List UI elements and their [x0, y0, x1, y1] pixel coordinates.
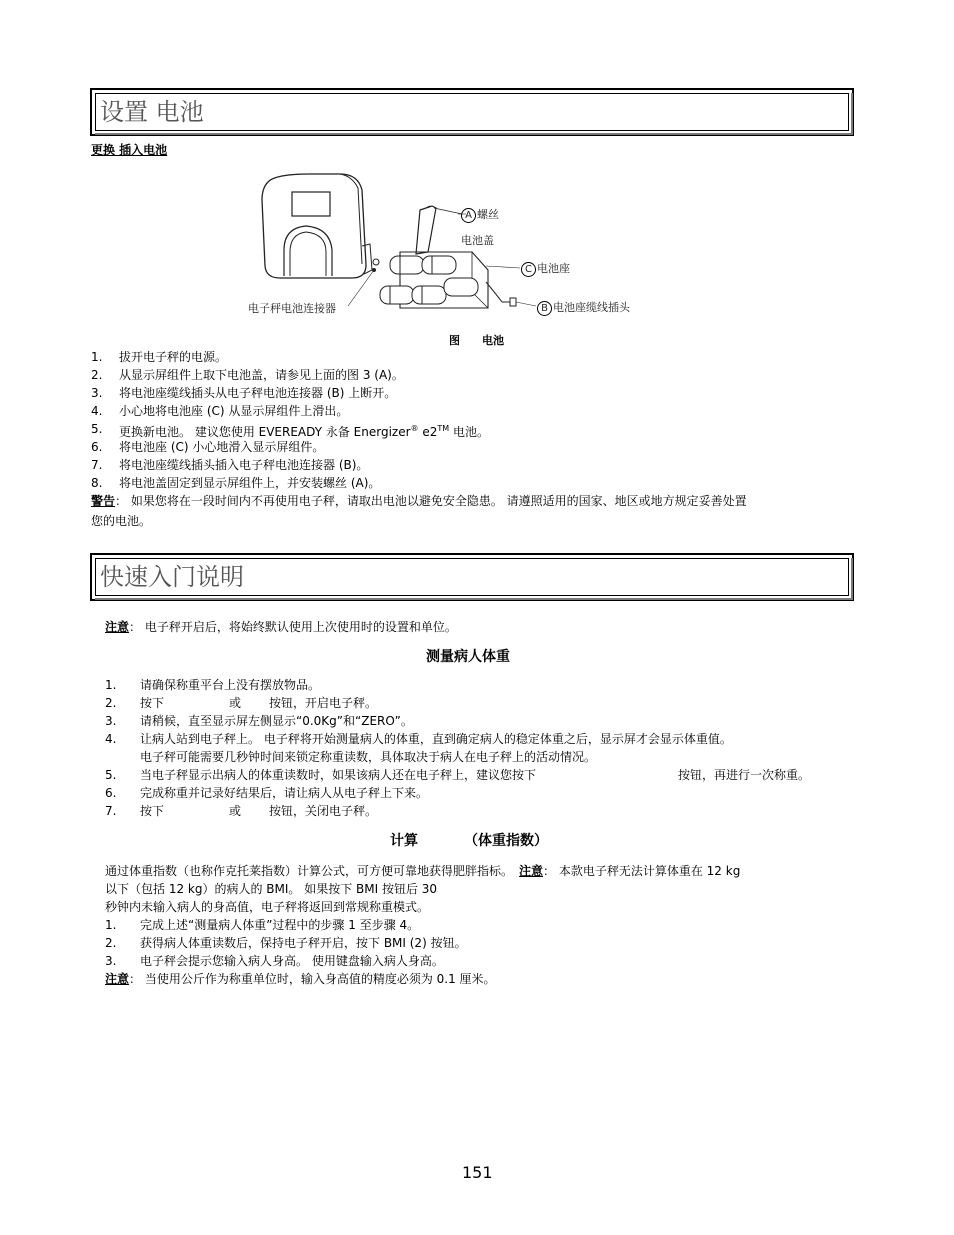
list-item: 5. 当电子秤显示出病人的体重读数时，如果该病人还在电子秤上，建议您按下 按钮，再进行一次称重。: [105, 768, 811, 782]
warning-paragraph: 警告： 如果您将在一段时间内不再使用电子秤，请取出电池以避免安全隐患。 请遵照适用的国家、地区或地方规定妥善处置: [91, 494, 747, 508]
list-item: 2. 按下 或 按钮，开启电子秤。: [105, 696, 378, 710]
label-b-marker: B: [537, 301, 552, 316]
list-item: 1. 拔开电子秤的电源。: [91, 350, 228, 364]
note-paragraph: 注意： 电子秤开启后，将始终默认使用上次使用时的设置和单位。: [105, 620, 457, 634]
page-number: 151: [462, 1163, 493, 1182]
list-item: 6. 将电池座 (C) 小心地滑入显示屏组件。: [91, 440, 325, 454]
list-item: 7. 按下 或 按钮，关闭电子秤。: [105, 804, 378, 818]
label-holder-cable-plug-text: 电池座缆线插头: [553, 301, 630, 314]
label-scale-battery-connector: 电子秤电池连接器: [248, 302, 336, 315]
figure-caption-right: 电池: [482, 334, 504, 347]
final-note-paragraph: 注意： 当使用公斤作为称重单位时，输入身高值的精度必须为 0.1 厘米。: [105, 972, 496, 986]
bmi-note-label: 注意: [519, 864, 544, 878]
list-item: 4. 让病人站到电子秤上。 电子秤将开始测量病人的体重，直到确定病人的稳定体重之后，显示屏才会显示体重值。 电子秤可能需要几秒钟时间来锁定称重读数，具体取决于病人在电子秤上的活动情况。: [105, 732, 732, 764]
list-item: 2. 获得病人体重读数后，保持电子秤开启，按下 BMI (2) 按钮。: [105, 936, 467, 950]
list-item: 6. 完成称重并记录好结果后，请让病人从电子秤上下来。: [105, 786, 429, 800]
section-title: 设置 电池: [100, 98, 204, 126]
list-item: 5. 更换新电池。 建议您使用 EVEREADY 永备 Energizer® e2™ 电池。: [91, 422, 490, 439]
label-a-marker: A: [461, 208, 476, 223]
section-header-battery: [90, 88, 854, 136]
list-item: 8. 将电池盖固定到显示屏组件上，并安装螺丝 (A)。: [91, 476, 381, 490]
list-item: 2. 从显示屏组件上取下电池盖，请参见上面的图 3 (A)。: [91, 368, 404, 382]
list-item: 4. 小心地将电池座 (C) 从显示屏组件上滑出。: [91, 404, 349, 418]
list-item: 7. 将电池座缆线插头插入电子秤电池连接器 (B)。: [91, 458, 369, 472]
bmi-title: 计算 （体重指数）: [390, 833, 548, 849]
final-note-label: 注意: [105, 972, 130, 986]
bmi-paragraph-line3: 秒钟内未输入病人的身高值，电子秤将返回到常规称重模式。: [105, 900, 430, 914]
bmi-paragraph-line2: 以下（包括 12 kg）的病人的 BMI。 如果按下 BMI 按钮后 30: [105, 882, 438, 896]
bmi-steps-list: [105, 916, 865, 970]
label-screw-text: 螺丝: [477, 208, 499, 221]
weigh-steps-list: [105, 676, 865, 820]
warning-paragraph-line2: 您的电池。: [91, 514, 152, 528]
section-title: 快速入门说明: [100, 563, 244, 591]
warning-label: 警告: [91, 494, 116, 508]
list-item: 3. 将电池座缆线插头从电子秤电池连接器 (B) 上断开。: [91, 386, 397, 400]
list-item: 1. 请确保称重平台上没有摆放物品。: [105, 678, 321, 692]
label-battery-holder: [521, 260, 570, 278]
section-header-quick-start: [90, 553, 854, 601]
subtitle-replace-battery: 更换 插入电池: [91, 143, 168, 157]
battery-figure: [240, 170, 660, 330]
bmi-paragraph-line1: 通过体重指数（也称作克托莱指数）计算公式，可方便可靠地获得肥胖指标。 注意： 本款电子秤无法计算体重在 12 kg: [105, 864, 741, 878]
label-holder-cable-plug: [537, 299, 630, 317]
label-c-marker: C: [521, 262, 536, 277]
weigh-patient-title: 测量病人体重: [426, 649, 510, 665]
battery-steps-list: [91, 348, 861, 492]
list-item: 3. 请稍候，直至显示屏左侧显示“0.0Kg”和“ZERO”。: [105, 714, 413, 728]
list-item: 3. 电子秤会提示您输入病人身高。 使用键盘输入病人身高。: [105, 954, 444, 968]
label-battery-holder-text: 电池座: [537, 262, 570, 275]
note-label: 注意: [105, 620, 130, 634]
list-item: 1. 完成上述“测量病人体重”过程中的步骤 1 至步骤 4。: [105, 918, 420, 932]
label-screw: [461, 206, 499, 224]
label-battery-cover: 电池盖: [461, 234, 494, 247]
figure-caption-left: 图: [449, 334, 460, 347]
